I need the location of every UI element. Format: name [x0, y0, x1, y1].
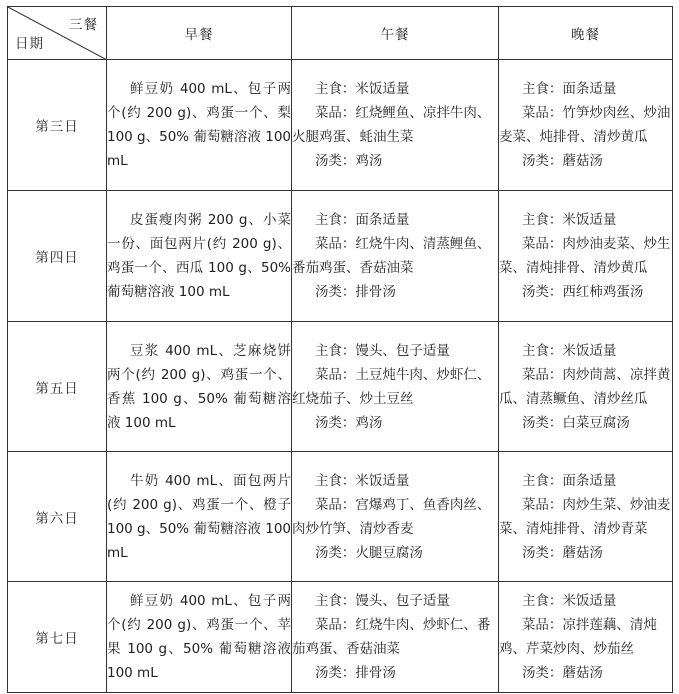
lunch-cell: [292, 452, 499, 582]
day-cell: 第五日: [8, 322, 107, 452]
lunch-soup: 汤类：排骨汤: [314, 284, 396, 300]
lunch-dishes: 菜品：土豆炖牛肉、炒虾仁、红烧茄子、炒土豆丝: [292, 366, 491, 407]
lunch-dishes: 菜品：红烧牛肉、清蒸鲤鱼、番茄鸡蛋、香菇油菜: [292, 236, 491, 276]
dinner-staple: 主食：面条适量: [521, 472, 617, 489]
breakfast-cell: [107, 452, 292, 582]
breakfast-text: 鲜豆奶 400 mL、包子两个(约 200 g)、鸡蛋一个、苹果 100 g、50% 葡萄糖溶液 100 mL: [107, 593, 291, 681]
breakfast-cell: [107, 322, 292, 452]
dinner-dishes: 菜品：竹笋炒肉丝、炒油麦菜、炖排骨、清炒黄瓜: [499, 105, 671, 145]
lunch-soup: 汤类：鸡汤: [314, 414, 383, 431]
day-cell: 第四日: [8, 191, 107, 322]
table-row: [8, 452, 673, 582]
dinner-cell: [499, 452, 673, 582]
breakfast-text: 牛奶 400 mL、面包两片(约 200 g)、鸡蛋一个、橙子 100 g、50% 葡萄糖溶液 100 mL: [107, 472, 291, 561]
dinner-cell: [499, 322, 673, 452]
dinner-soup: 汤类：蘑菇汤: [521, 665, 603, 681]
lunch-dishes: 菜品：红烧牛肉、炒虾仁、番茄鸡蛋、香菇油菜: [292, 617, 491, 657]
lunch-staple: 主食：馒头、包子适量: [314, 593, 450, 609]
dinner-soup: 汤类：西红柿鸡蛋汤: [521, 284, 644, 300]
dinner-cell: [499, 582, 673, 693]
table-header-row: [8, 7, 673, 60]
lunch-cell: [292, 582, 499, 693]
lunch-cell: [292, 60, 499, 191]
dinner-cell: [499, 60, 673, 191]
corner-header-cell: [8, 7, 107, 60]
dinner-soup: 汤类：蘑菇汤: [521, 544, 603, 561]
dinner-dishes: 菜品：肉炒茼蒿、凉拌黄瓜、清蒸鳜鱼、清炒丝瓜: [499, 366, 671, 407]
breakfast-cell: [107, 60, 292, 191]
corner-label-meals: 三餐: [69, 17, 98, 33]
dinner-dishes: 菜品：肉炒油麦菜、炒生菜、清炖排骨、清炒黄瓜: [499, 236, 671, 276]
lunch-dishes: 菜品：红烧鲤鱼、凉拌牛肉、火腿鸡蛋、蚝油生菜: [292, 105, 491, 145]
dinner-staple: 主食：米饭适量: [521, 342, 617, 359]
breakfast-text: 皮蛋瘦肉粥 200 g、小菜一份、面包两片(约 200 g)、鸡蛋一个、西瓜 100 g、50% 葡萄糖溶液 100 mL: [107, 212, 291, 300]
dinner-staple: 主食：面条适量: [521, 81, 617, 97]
table-row: [8, 191, 673, 322]
lunch-staple: 主食：米饭适量: [314, 472, 410, 489]
meal-plan-table: [7, 6, 673, 693]
lunch-cell: [292, 191, 499, 322]
day-cell: 第七日: [8, 582, 107, 693]
column-header-breakfast: 早餐: [107, 7, 292, 60]
lunch-soup: 汤类：鸡汤: [314, 153, 383, 169]
column-header-lunch: 午餐: [292, 7, 499, 60]
lunch-dishes: 菜品：宫爆鸡丁、鱼香肉丝、肉炒竹笋、清炒香麦: [292, 496, 491, 537]
dinner-cell: [499, 191, 673, 322]
dinner-soup: 汤类：白菜豆腐汤: [521, 414, 630, 431]
lunch-soup: 汤类：火腿豆腐汤: [314, 544, 423, 561]
lunch-soup: 汤类：排骨汤: [314, 665, 396, 681]
corner-label-date: 日期: [15, 36, 44, 52]
day-cell: 第六日: [8, 452, 107, 582]
dinner-staple: 主食：米饭适量: [521, 593, 617, 609]
dinner-dishes: 菜品：肉炒生菜、炒油麦菜、清炖排骨、清炒青菜: [499, 496, 671, 537]
lunch-staple: 主食：米饭适量: [314, 81, 410, 97]
lunch-cell: [292, 322, 499, 452]
dinner-dishes: 菜品：凉拌莲藕、清炖鸡、芹菜炒肉、炒茄丝: [499, 617, 657, 657]
breakfast-text: 豆浆 400 mL、芝麻烧饼两个(约 200 g)、鸡蛋一个、香蕉 100 g、50% 葡萄糖溶液 100 mL: [107, 342, 291, 431]
column-header-dinner: 晚餐: [499, 7, 673, 60]
lunch-staple: 主食：馒头、包子适量: [314, 342, 450, 359]
dinner-soup: 汤类：蘑菇汤: [521, 153, 603, 169]
lunch-staple: 主食：面条适量: [314, 212, 410, 228]
table-row: [8, 582, 673, 693]
breakfast-text: 鲜豆奶 400 mL、包子两个(约 200 g)、鸡蛋一个、梨 100 g、50% 葡萄糖溶液 100 mL: [107, 81, 291, 169]
table-row: [8, 322, 673, 452]
breakfast-cell: [107, 191, 292, 322]
dinner-staple: 主食：米饭适量: [521, 212, 617, 228]
table-row: [8, 60, 673, 191]
day-cell: 第三日: [8, 60, 107, 191]
breakfast-cell: [107, 582, 292, 693]
